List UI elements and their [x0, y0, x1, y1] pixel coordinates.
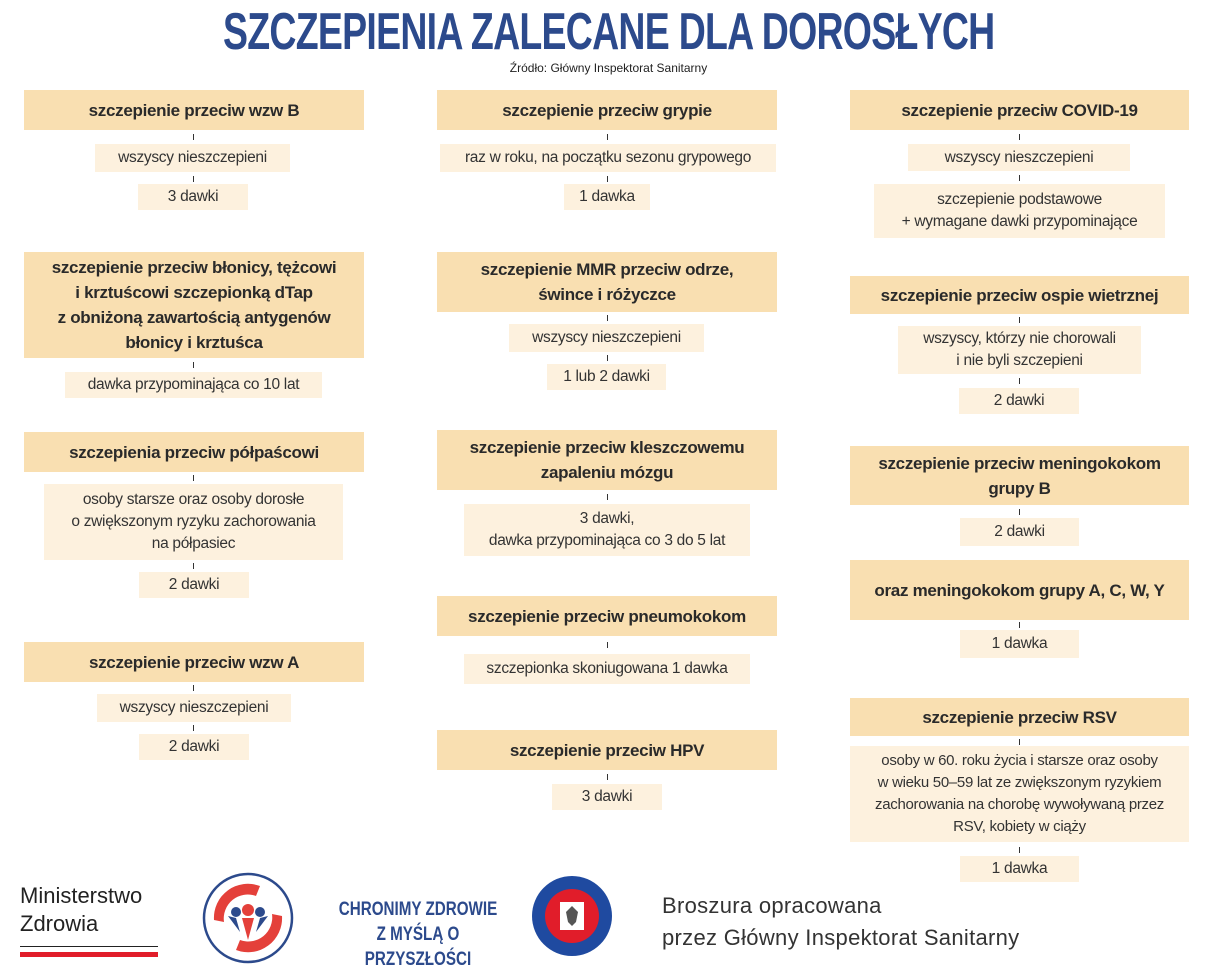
vaccine-who-varicella: wszyscy, którzy nie chorowali i nie byli szczepieni [898, 326, 1141, 374]
vaccine-header-varicella: szczepienie przeciw ospie wietrznej [850, 276, 1189, 314]
vaccine-doses-hepa: 2 dawki [139, 734, 249, 760]
connector-tick [607, 176, 608, 182]
connector-tick [1019, 317, 1020, 323]
vaccine-doses-hpv: 3 dawki [552, 784, 662, 810]
ministry-logo-red-bar [20, 952, 158, 957]
source-line: Źródło: Główny Inspektorat Sanitarny [509, 61, 708, 75]
connector-tick [1019, 175, 1020, 181]
vaccine-who-covid: wszyscy nieszczepieni [908, 144, 1130, 171]
connector-tick [1019, 622, 1020, 628]
connector-tick [1019, 134, 1020, 140]
campaign-logo-icon [200, 870, 296, 966]
vaccine-header-menacwy: oraz meningokokom grupy A, C, W, Y [850, 560, 1189, 620]
vaccine-doses-rsv: 1 dawka [960, 856, 1079, 882]
connector-tick [1019, 378, 1020, 384]
vaccine-doses-tbe: 3 dawki, dawka przypominająca co 3 do 5 lat [464, 504, 750, 556]
vaccine-header-hepa: szczepienie przeciw wzw A [24, 642, 364, 682]
vaccine-who-hepa: wszyscy nieszczepieni [97, 694, 291, 722]
vaccine-who-flu: raz w roku, na początku sezonu grypowego [440, 144, 776, 172]
vaccine-doses-zoster: 2 dawki [139, 572, 249, 598]
page-title [0, 2, 1217, 62]
vaccine-header-flu: szczepienie przeciw grypie [437, 90, 777, 130]
connector-tick [1019, 739, 1020, 745]
connector-tick [193, 563, 194, 569]
connector-tick [193, 725, 194, 731]
connector-tick [607, 315, 608, 321]
vaccine-doses-dtap: dawka przypominająca co 10 lat [65, 372, 322, 398]
connector-tick [607, 494, 608, 500]
vaccine-who-hepb: wszyscy nieszczepieni [95, 144, 290, 172]
vaccine-doses-menb: 2 dawki [960, 518, 1079, 546]
vaccine-header-hpv: szczepienie przeciw HPV [437, 730, 777, 770]
vaccine-doses-menacwy: 1 dawka [960, 630, 1079, 658]
sanitary-inspection-seal-icon [530, 874, 614, 958]
vaccine-header-tbe: szczepienie przeciw kleszczowemu zapaleniu mózgu [437, 430, 777, 490]
vaccine-header-mmr: szczepienie MMR przeciw odrze, śwince i różyczce [437, 252, 777, 312]
vaccine-header-zoster: szczepienia przeciw półpaścowi [24, 432, 364, 472]
connector-tick [1019, 847, 1020, 853]
vaccine-header-dtap: szczepienie przeciw błonicy, tężcowi i krztuścowi szczepionką dTap z obniżoną zawartością antygenów błonicy i krztuśca [24, 252, 364, 358]
campaign-slogan [318, 897, 518, 972]
vaccine-header-hepb: szczepienie przeciw wzw B [24, 90, 364, 130]
vaccine-who-mmr: wszyscy nieszczepieni [509, 324, 704, 352]
campaign-slogan-text: CHRONIMY ZDROWIE Z MYŚLĄ O PRZYSZŁOŚCI [338, 899, 498, 970]
vaccine-doses-pneumo: szczepionka skoniugowana 1 dawka [464, 654, 750, 684]
vaccine-doses-varicella: 2 dawki [959, 388, 1079, 414]
connector-tick [193, 475, 194, 481]
vaccine-header-menb: szczepienie przeciw meningokokom grupy B [850, 446, 1189, 505]
vaccine-doses-covid: szczepienie podstawowe + wymagane dawki przypominające [874, 184, 1165, 238]
vaccine-doses-hepb: 3 dawki [138, 184, 248, 210]
vaccine-doses-mmr: 1 lub 2 dawki [547, 364, 666, 390]
ministry-logo-text: Ministerstwo Zdrowia [20, 883, 143, 936]
vaccine-doses-flu: 1 dawka [564, 184, 650, 210]
brochure-credit: Broszura opracowana przez Główny Inspektorat Sanitarny [662, 893, 1020, 950]
connector-tick [607, 774, 608, 780]
connector-tick [193, 362, 194, 368]
connector-tick [607, 134, 608, 140]
connector-tick [607, 355, 608, 361]
vaccine-who-zoster: osoby starsze oraz osoby dorosłe o zwiększonym ryzyku zachorowania na półpasiec [44, 484, 343, 560]
ministry-logo-line [20, 946, 158, 947]
vaccine-who-rsv: osoby w 60. roku życia i starsze oraz osoby w wieku 50–59 lat ze zwiększonym ryzykiem zachorowania na chorobę wywoływaną przez RSV, kobiety w ciąży [850, 746, 1189, 842]
connector-tick [193, 176, 194, 182]
connector-tick [1019, 509, 1020, 515]
vaccine-header-rsv: szczepienie przeciw RSV [850, 698, 1189, 736]
vaccine-header-covid: szczepienie przeciw COVID-19 [850, 90, 1189, 130]
connector-tick [607, 642, 608, 648]
page-title-text: SZCZEPIENIA ZALECANE DLA DOROSŁYCH [222, 3, 995, 61]
connector-tick [193, 685, 194, 691]
vaccine-header-pneumo: szczepienie przeciw pneumokokom [437, 596, 777, 636]
connector-tick [193, 134, 194, 140]
